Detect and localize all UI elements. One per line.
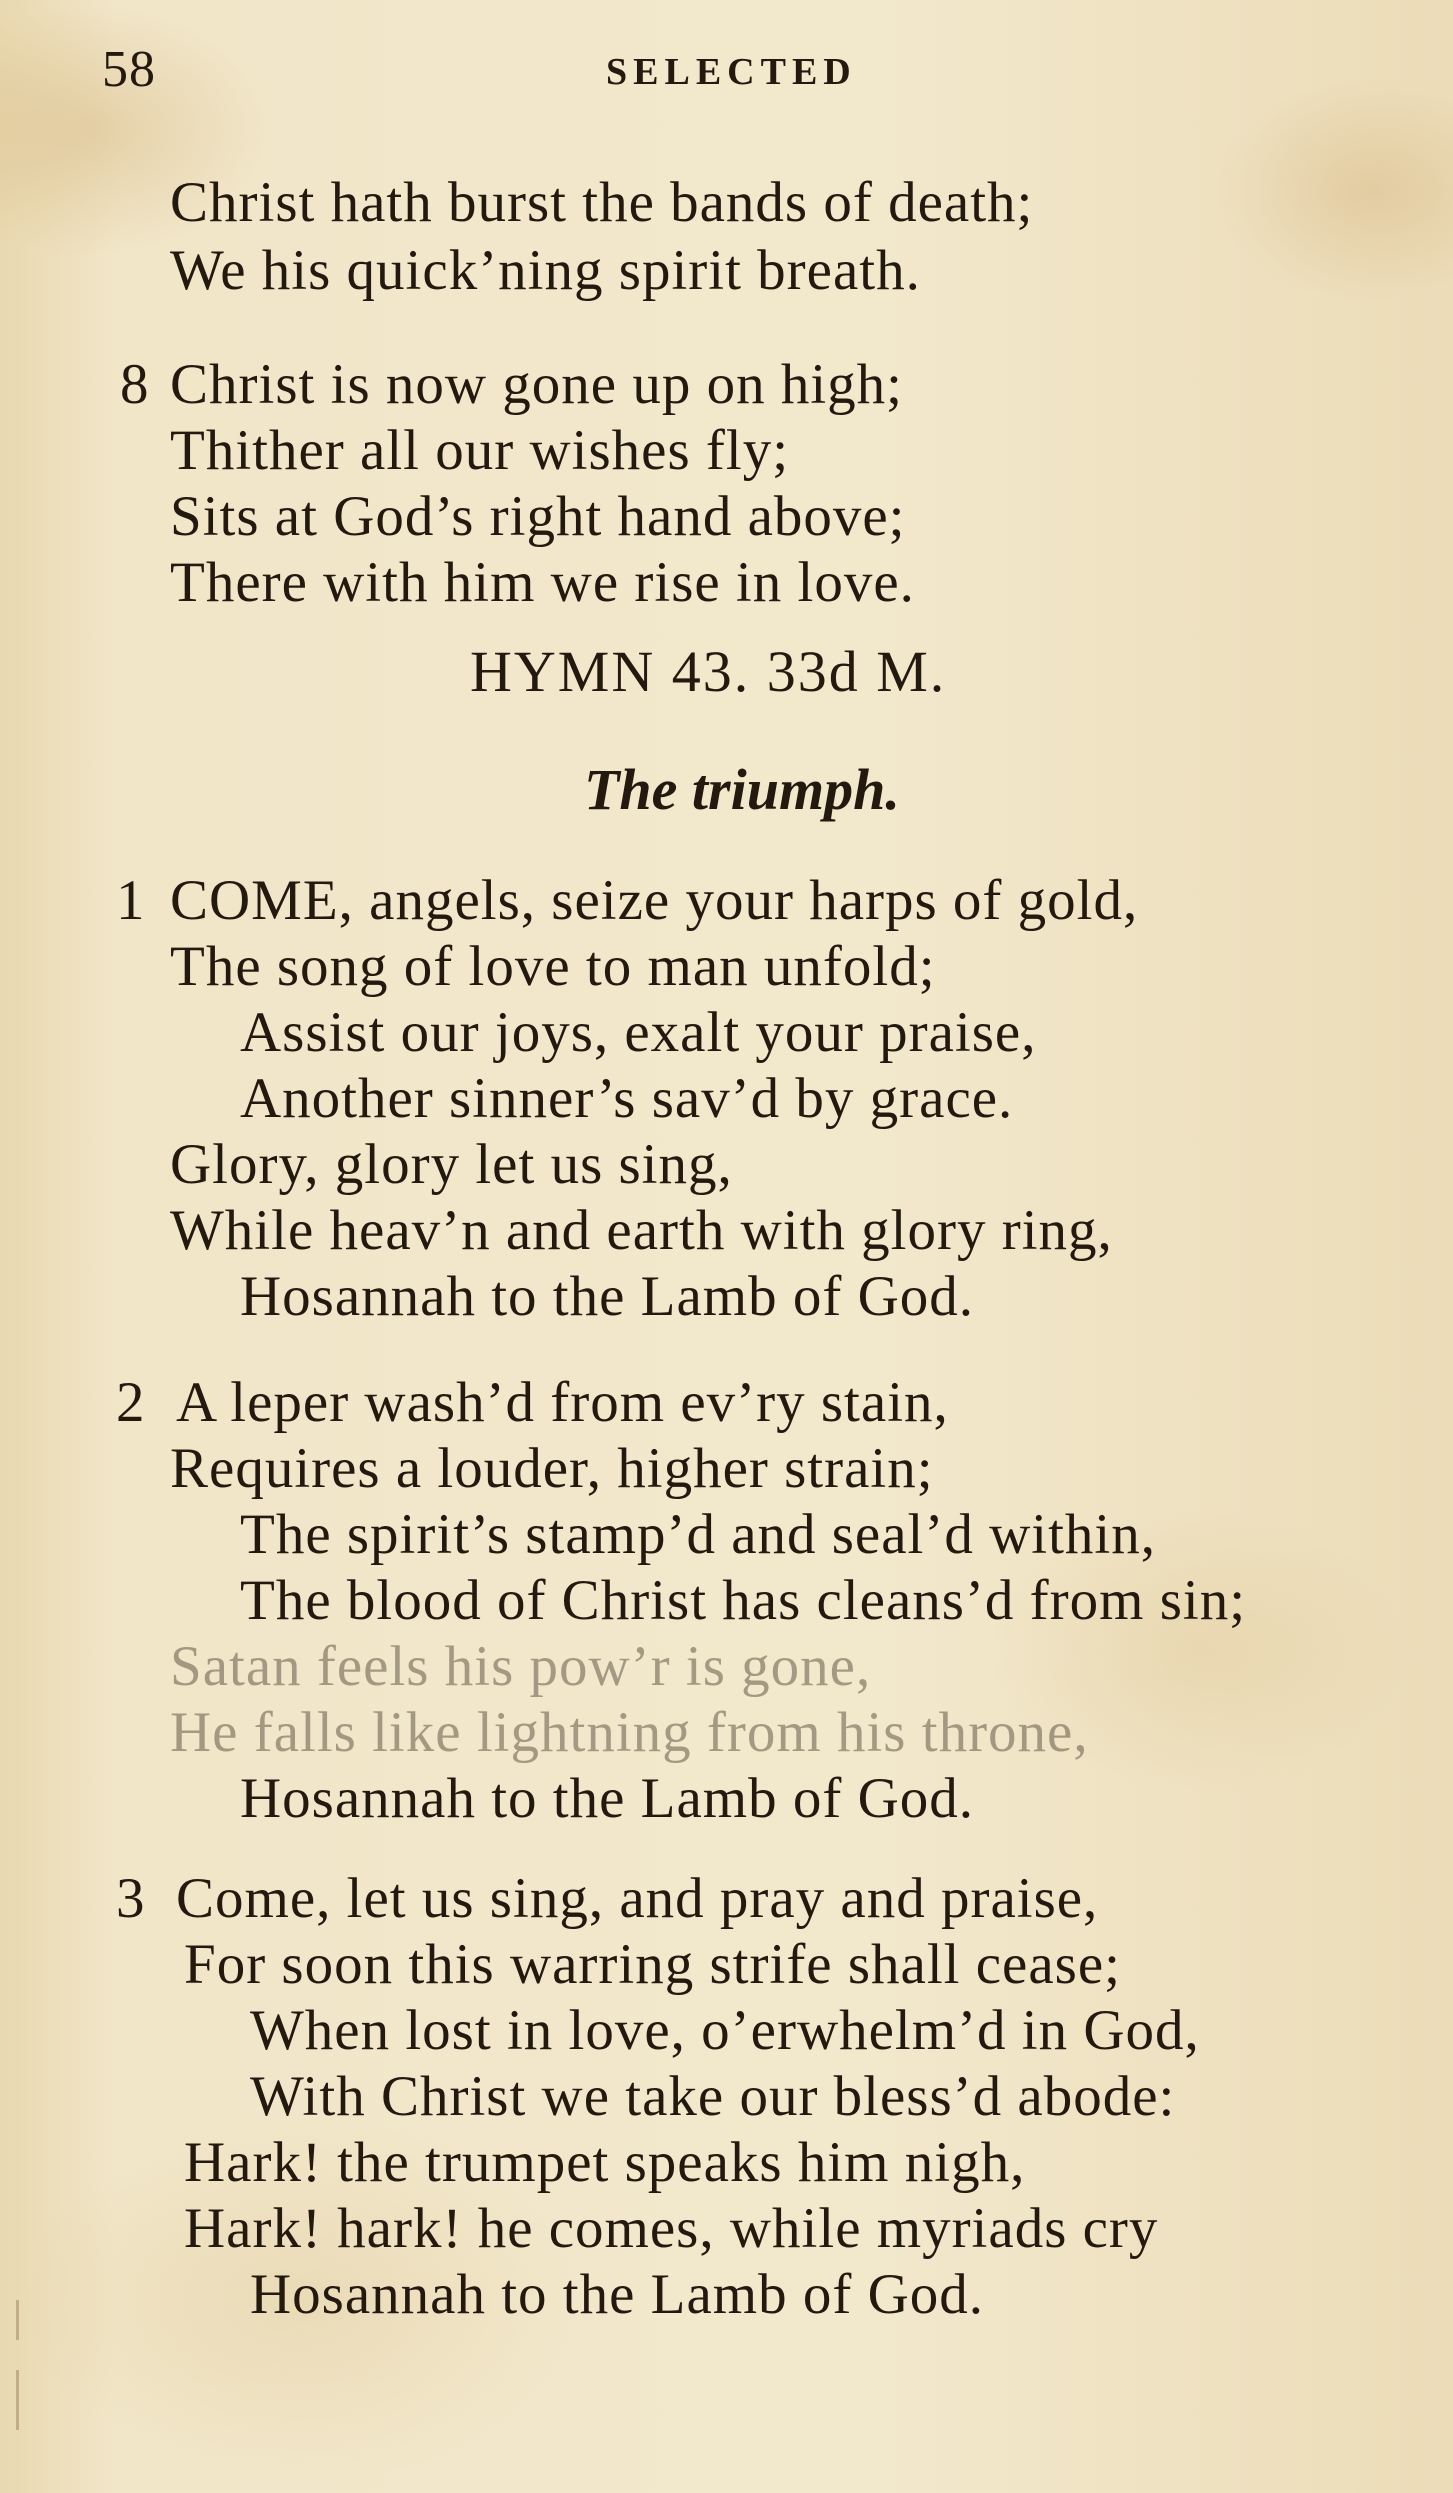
verse-line: COME, angels, seize your harps of gold, — [170, 869, 1139, 932]
verse-line: Assist our joys, exalt your praise, — [240, 1001, 1037, 1064]
verse-line: Another sinner’s sav’d by grace. — [240, 1067, 1014, 1130]
verse-line: Sits at God’s right hand above; — [170, 485, 906, 548]
verse-line: A leper wash’d from ev’ry stain, — [176, 1371, 949, 1434]
verse-line: Hosannah to the Lamb of God. — [240, 1265, 975, 1328]
verse-line: With Christ we take our bless’d abode: — [250, 2065, 1176, 2128]
binding-mark — [16, 2300, 19, 2340]
binding-mark — [16, 2370, 19, 2430]
verse-line: Hosannah to the Lamb of God. — [240, 1767, 975, 1830]
verse-line: Hark! the trumpet speaks him nigh, — [184, 2131, 1026, 2194]
verse-line: While heav’n and earth with glory ring, — [170, 1199, 1113, 1262]
hymn-subtitle: The triumph. — [584, 757, 900, 822]
verse-line: Requires a louder, higher strain; — [170, 1437, 934, 1500]
stanza-number: 3 — [116, 1867, 145, 1930]
verse-line: Satan feels his pow’r is gone, — [170, 1635, 872, 1698]
stanza-number: 8 — [120, 353, 149, 416]
verse-line: He falls like lightning from his throne, — [170, 1701, 1089, 1764]
verse-line: The song of love to man unfold; — [170, 935, 936, 998]
verse-line: When lost in love, o’erwhelm’d in God, — [250, 1999, 1200, 2062]
verse-line: Hosannah to the Lamb of God. — [250, 2263, 985, 2326]
stanza-number: 1 — [116, 869, 145, 932]
verse-line: We his quick’ning spirit breath. — [170, 239, 921, 302]
verse-line: Christ hath burst the bands of death; — [170, 171, 1034, 234]
verse-line: Thither all our wishes fly; — [170, 419, 790, 482]
verse-line: Hark! hark! he comes, while myriads cry — [184, 2197, 1159, 2260]
page-number: 58 — [102, 41, 156, 98]
verse-line: There with him we rise in love. — [170, 551, 915, 614]
running-head: SELECTED — [606, 51, 857, 93]
verse-line: The spirit’s stamp’d and seal’d within, — [240, 1503, 1157, 1566]
hymn-title: HYMN 43. 33d M. — [470, 639, 947, 704]
stanza-number: 2 — [116, 1371, 145, 1434]
verse-line: Christ is now gone up on high; — [170, 353, 904, 416]
verse-line: The blood of Christ has cleans’d from sin; — [240, 1569, 1247, 1632]
verse-line: Come, let us sing, and pray and praise, — [176, 1867, 1099, 1930]
verse-line: For soon this warring strife shall cease; — [184, 1933, 1121, 1996]
verse-line: Glory, glory let us sing, — [170, 1133, 733, 1196]
